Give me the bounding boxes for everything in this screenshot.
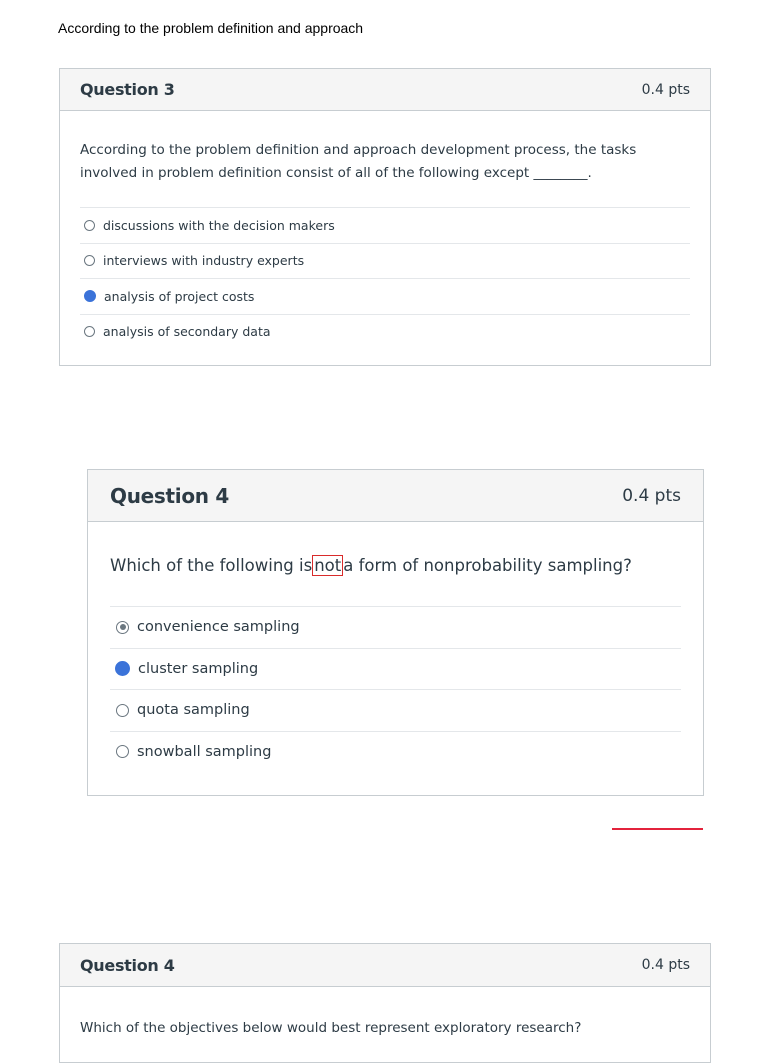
answer-option[interactable] bbox=[110, 606, 681, 648]
answer-option[interactable] bbox=[80, 207, 690, 243]
radio-button[interactable] bbox=[84, 255, 95, 266]
answer-label: analysis of secondary data bbox=[103, 324, 271, 340]
answer-label: interviews with industry experts bbox=[103, 253, 305, 269]
question-text bbox=[110, 554, 681, 578]
radio-button[interactable] bbox=[116, 704, 129, 717]
answer-label: cluster sampling bbox=[138, 660, 259, 677]
answer-option[interactable] bbox=[110, 731, 681, 773]
question-body bbox=[60, 987, 710, 1040]
question-4-card bbox=[87, 469, 704, 796]
answer-list bbox=[80, 207, 690, 349]
question-text: According to the problem definition and approach development process, the tasks involved in problem definition consist of all of the following except ________. bbox=[80, 142, 637, 181]
radio-button[interactable] bbox=[116, 745, 129, 758]
answer-list bbox=[110, 606, 681, 772]
question-body bbox=[60, 111, 710, 349]
question-header bbox=[88, 470, 703, 522]
answer-label: quota sampling bbox=[137, 702, 250, 719]
answer-label: convenience sampling bbox=[137, 619, 300, 636]
question-text: Which of the objectives below would best represent exploratory research? bbox=[80, 1020, 582, 1036]
question-points: 0.4 pts bbox=[641, 81, 690, 98]
radio-button-dotted[interactable] bbox=[116, 621, 129, 634]
question-header bbox=[60, 69, 710, 111]
answer-label: snowball sampling bbox=[137, 743, 272, 760]
question-body bbox=[88, 522, 703, 772]
page-heading: According to the problem definition and approach bbox=[58, 20, 364, 36]
answer-option[interactable] bbox=[110, 648, 681, 690]
question-4-card-bottom bbox=[59, 943, 711, 1063]
radio-button[interactable] bbox=[84, 220, 95, 231]
question-points: 0.4 pts bbox=[641, 957, 690, 973]
radio-button-selected[interactable] bbox=[115, 661, 130, 676]
radio-button[interactable] bbox=[84, 326, 95, 337]
highlighted-word: not bbox=[314, 556, 342, 575]
answer-label: discussions with the decision makers bbox=[103, 217, 335, 233]
question-points: 0.4 pts bbox=[622, 485, 681, 506]
answer-option[interactable] bbox=[110, 689, 681, 731]
answer-option[interactable] bbox=[80, 243, 690, 279]
radio-button-selected[interactable] bbox=[84, 290, 96, 302]
question-title: Question 4 bbox=[110, 483, 229, 508]
answer-label: analysis of project costs bbox=[104, 288, 255, 304]
question-header bbox=[60, 944, 710, 987]
question-title: Question 3 bbox=[80, 80, 175, 99]
accent-underline bbox=[612, 828, 703, 830]
answer-option[interactable] bbox=[80, 278, 690, 314]
question-text-after: a form of nonprobability sampling? bbox=[343, 556, 632, 575]
question-3-card bbox=[59, 68, 711, 366]
question-title: Question 4 bbox=[80, 955, 175, 975]
answer-option[interactable] bbox=[80, 314, 690, 350]
question-text-before: Which of the following is bbox=[110, 556, 313, 575]
